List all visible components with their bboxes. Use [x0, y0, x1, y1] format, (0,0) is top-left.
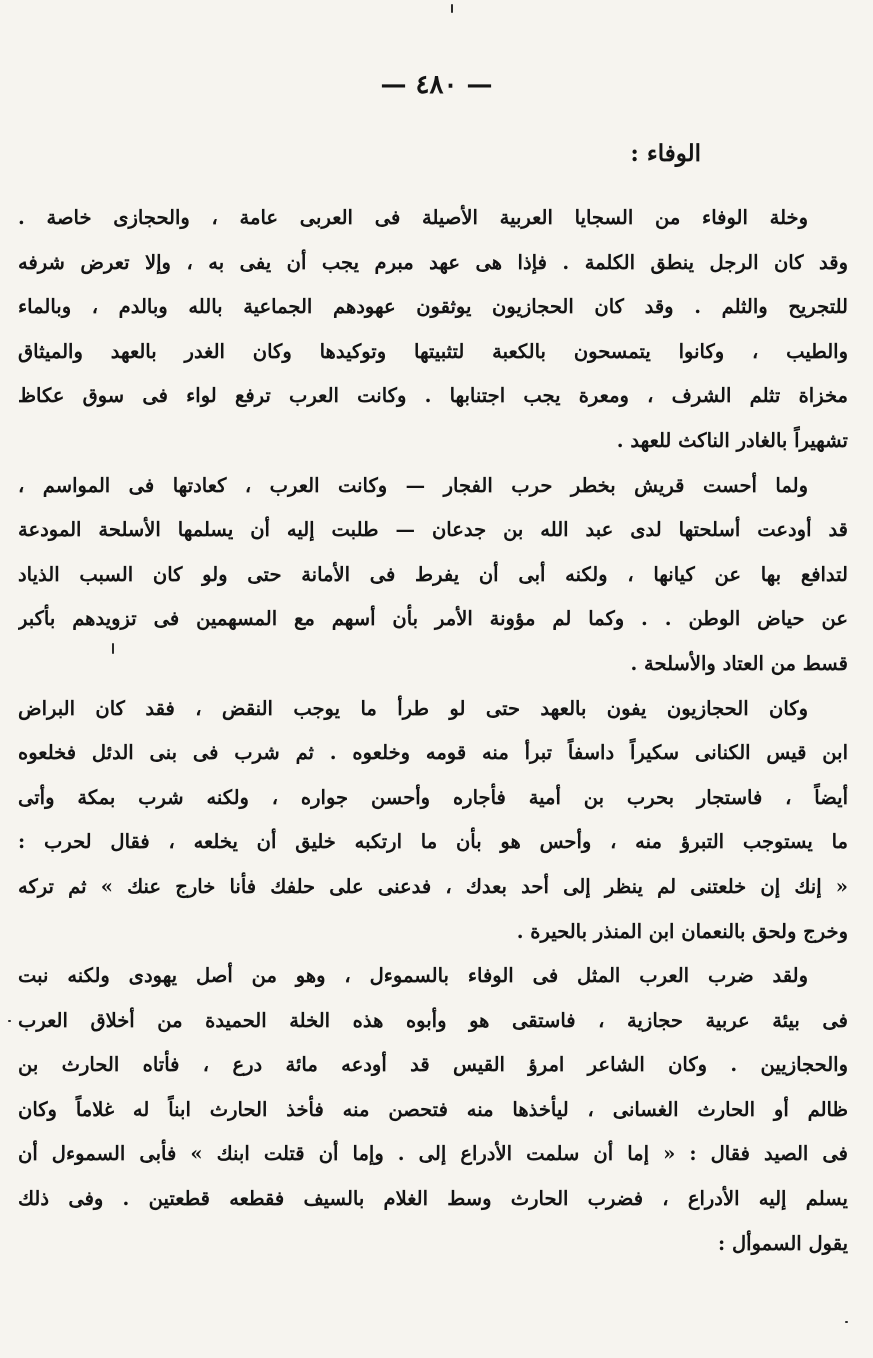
- text-line: ولما أحست قريش بخطر حرب الفجار — وكانت العرب ، كعادتها فى المواسم ،: [18, 473, 808, 497]
- text-line: والطيب ، وكانوا يتمسحون بالكعبة لتثبيتها وتوكيدها وكان الغدر بالعهد والميثاق: [18, 339, 848, 363]
- text-line: أيضاً ، فاستجار بحرب بن أمية فأجاره وأحسن جواره ، ولكنه شرب بمكة وأتى: [18, 785, 848, 809]
- text-line: مخزاة تثلم الشرف ، ومعرة يجب اجتنابها . وكانت العرب ترفع لواء فى سوق عكاظ: [18, 384, 848, 408]
- text-line: قسط من العتاد والأسلحة .: [630, 651, 848, 675]
- text-line: « إنك إن خلعتنى لم ينظر إلى أحد بعدك ، فدعنى على حلفك فأنا خارج عنك » ثم تركه: [18, 874, 848, 898]
- text-line: فى الصيد فقال : « إما أن سلمت الأدراع إلى . وإما أن قتلت ابنك » فأبى السموءل أن: [18, 1142, 848, 1166]
- body-text: [18, 196, 848, 1266]
- text-line: وخرج ولحق بالنعمان ابن المنذر بالحيرة .: [516, 919, 848, 943]
- text-line: وقد كان الرجل ينطق الكلمة . فإذا هى عهد مبرم يجب أن يفى به ، وإلا تعرض شرفه: [18, 250, 848, 274]
- text-line: ابن قيس الكنانى سكيراً داسفاً تبرأ منه قومه وخلعوه . ثم شرب فى بنى الدئل فخلعوه: [18, 741, 848, 765]
- text-line: فى بيئة عربية حجازية ، فاستقى هو وأبوه هذه الخلة الحميدة من أخلاق العرب: [18, 1008, 848, 1032]
- text-line: يقول السموأل :: [718, 1231, 848, 1255]
- section-heading: الوفاء :: [630, 140, 701, 167]
- text-line: وكان الحجازيون يفون بالعهد حتى لو طرأ ما يوجب النقض ، فقد كان البراض: [18, 696, 808, 720]
- text-line: عن حياض الوطن . . وكما لم مؤونة الأمر بأن أسهم مع المسهمين فى تزويدهم بأكبر: [18, 607, 848, 631]
- text-line: للتجريح والثلم . وقد كان الحجازيون يوثقون عهودهم الجماعية بالله وبالدم ، وبالماء: [18, 295, 848, 319]
- text-line: وخلة الوفاء من السجايا العربية الأصيلة فى العربى عامة ، والحجازى خاصة .: [18, 206, 808, 229]
- text-line: لتدافع بها عن كيانها ، ولكنه أبى أن يفرط فى الأمانة حتى ولو كان السبب الذياد: [18, 562, 848, 586]
- text-line: ظالم أو الحارث الغسانى ، ليأخذها منه فتحصن منه فأخذ الحارث ابناً له غلاماً وكان: [18, 1097, 848, 1121]
- text-line: تشهيراً بالغادر الناكث للعهد .: [616, 428, 848, 452]
- text-line: ما يستوجب التبرؤ منه ، وأحس هو بأن ما ارتكبه خليق أن يخلعه ، فقال لحرب :: [18, 830, 848, 854]
- text-line: ولقد ضرب العرب المثل فى الوفاء بالسموءل ، وهو من أصل يهودى ولكنه نبت: [18, 964, 808, 988]
- text-line: والحجازيين . وكان الشاعر امرؤ القيس قد أودعه مائة درع ، فأتاه الحارث بن: [18, 1053, 848, 1077]
- print-speck: [8, 1020, 11, 1022]
- text-line: قد أودعت أسلحتها لدى عبد الله بن جدعان — طلبت إليه أن يسلمها الأسلحة المودعة: [18, 518, 848, 542]
- page-number: — ٤٨٠ —: [380, 70, 493, 100]
- print-speck: [845, 1321, 848, 1323]
- print-speck: [451, 4, 453, 13]
- text-line: يسلم إليه الأدراع ، فضرب الحارث وسط الغلام بالسيف فقطعه قطعتين . وفى ذلك: [18, 1187, 848, 1211]
